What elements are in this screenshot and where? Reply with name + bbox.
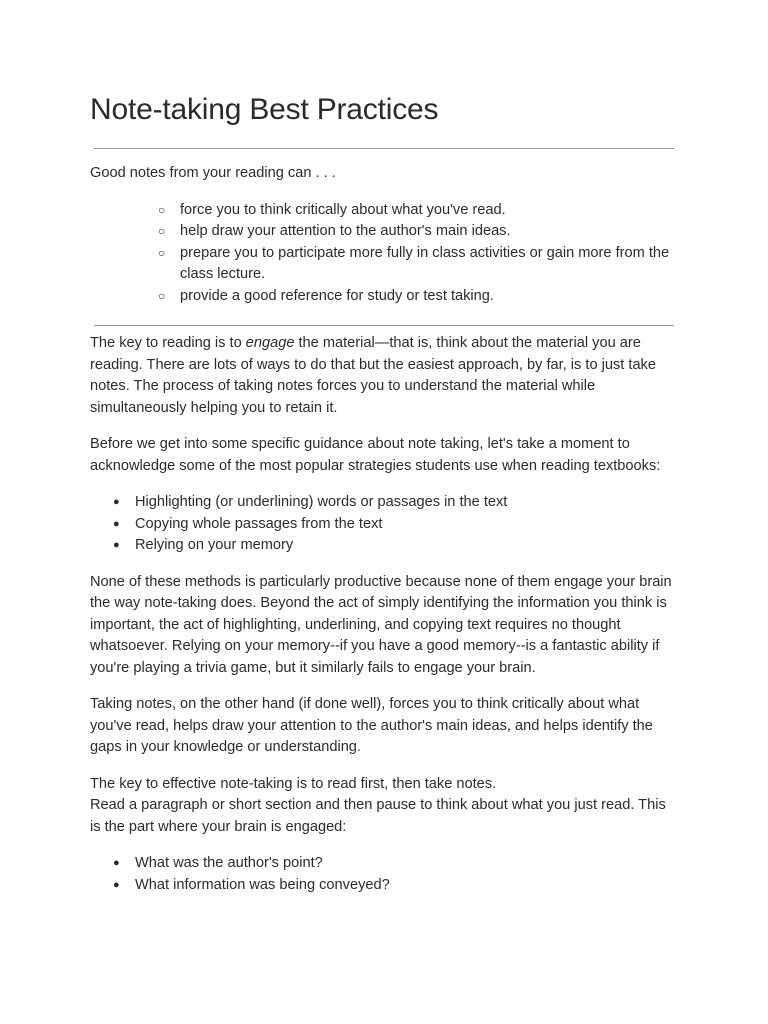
paragraph-taking-notes: Taking notes, on the other hand (if done well), forces you to think critically about what you've read, helps draw your attention to the author's main ideas, and helps identify the gaps in your knowledge or understanding. [90,696,653,755]
divider [94,148,674,149]
strategies-list [135,492,680,557]
benefits-list [180,200,680,308]
list-item: ○ force you to think critically about what you've read. [180,200,680,222]
questions-list [135,853,680,896]
list-item: ● Copying whole passages from the text [135,514,680,536]
paragraph-methods: None of these methods is particularly productive because none of them engage your brain the way note-taking does. Beyond the act of simply identifying the information you think is important, the act of highlighting, underlining, and copying text requires no thought whatsoever. Relying on your memory--if you have a good memory--is a fantastic ability if you're playing a trivia game, but it similarly fails to engage your brain. [90,573,672,676]
page-title: Note-taking Best Practices [90,93,439,126]
paragraph-text: The key to reading is to [90,335,246,351]
paragraph-line: The key to effective note-taking is to read first, then take notes. [90,775,497,792]
paragraph-key [90,774,680,839]
paragraph-line: Read a paragraph or short section and then pause to think about what you just read. This is the part where your brain is engaged: [90,797,666,835]
emphasis-text: engage [245,335,295,351]
intro-text: Good notes from your reading can . . . [90,165,336,181]
document-page [90,88,680,896]
paragraph-strategies-intro: Before we get into some specific guidance about note taking, let's take a moment to acknowledge some of the most popular strategies students use when reading textbooks: [90,436,661,474]
list-item: ● What information was being conveyed? [135,875,680,897]
list-item: ● What was the author's point? [135,853,680,875]
list-item: ○ provide a good reference for study or test taking. [180,286,680,308]
divider [94,325,674,326]
list-item: ○ prepare you to participate more fully in class activities or gain more from the class lecture. [180,243,680,286]
list-item: ● Highlighting (or underlining) words or passages in the text [135,492,680,514]
paragraph-text: the material—that is, think about the material you are reading. There are lots of ways to do that but the easiest approach, by far, is to just take notes. The process of taking notes forces you to understand the material while simultaneously helping you to retain it. [90,335,656,416]
list-item: ● Relying on your memory [135,535,680,557]
paragraph-engage [90,333,680,419]
list-item: ○ help draw your attention to the author's main ideas. [180,221,680,243]
